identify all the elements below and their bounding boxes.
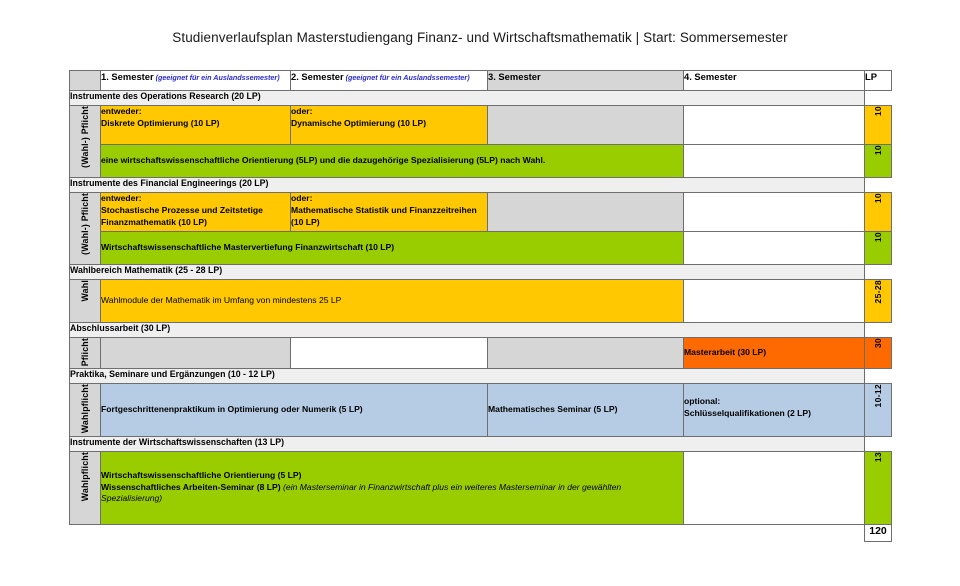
lp-badge <box>865 384 892 436</box>
page-title: Studienverlaufsplan Masterstudiengang Finanz- und Wirtschaftsmathematik | Start: Sommersemester <box>172 30 788 45</box>
module-row <box>70 338 892 369</box>
total-row <box>70 524 892 541</box>
lp-value: 10 <box>873 145 883 156</box>
module-cell-schluesselqualifikationen <box>684 384 865 436</box>
header-semester-2 <box>291 71 488 91</box>
total-spacer <box>488 524 684 541</box>
module-cell-empty-sem4 <box>684 232 865 265</box>
module-row <box>70 384 892 436</box>
section-band-spacer <box>865 178 892 193</box>
module-title: Schlüsselqualifikationen (2 LP) <box>684 408 812 419</box>
study-plan-table <box>69 70 891 542</box>
lp-badge <box>865 451 892 524</box>
total-spacer <box>101 524 291 541</box>
section-band-row <box>70 436 892 451</box>
module-cell-empty-sem2 <box>291 338 488 369</box>
side-label-praktika-seminare <box>70 384 101 436</box>
module-row <box>70 145 892 178</box>
side-label-text: Wahl <box>80 280 90 302</box>
header-semester-1 <box>101 71 291 91</box>
lp-value: 10 <box>873 232 883 243</box>
side-label-wirtschaftswissenschaften <box>70 451 101 524</box>
section-band-row <box>70 369 892 384</box>
header-semester-4 <box>684 71 865 91</box>
module-title: Mathematisches Seminar (5 LP) <box>488 403 618 414</box>
module-title: Stochastische Prozesse und Zeitstetige Finanzmathematik (10 LP) <box>101 204 263 227</box>
section-title-praktika-seminare: Praktika, Seminare und Ergänzungen (10 - 12 LP) <box>70 369 865 384</box>
module-cell-empty-sem1 <box>101 338 291 369</box>
section-band-spacer <box>865 265 892 280</box>
section-band-spacer <box>865 436 892 451</box>
module-row <box>70 280 892 323</box>
side-label-financial-engineering <box>70 193 101 265</box>
module-cell-empty-sem4 <box>684 451 865 524</box>
lp-value: 10 <box>873 193 883 204</box>
header-semester-3 <box>488 71 684 91</box>
header-semester-1-label: 1. Semester <box>101 71 154 82</box>
section-band-spacer <box>865 323 892 338</box>
side-label-abschlussarbeit <box>70 338 101 369</box>
module-cell-stochastische-prozesse <box>101 193 291 232</box>
module-cell-wirtschaftswissenschaftliche-orientierung-spezialisierung <box>101 145 684 178</box>
header-semester-2-note: (geeignet für ein Auslandssemester) <box>345 73 470 82</box>
section-title-wahlbereich-mathematik: Wahlbereich Mathematik (25 - 28 LP) <box>70 265 865 280</box>
lp-value: 30 <box>873 338 883 349</box>
module-row <box>70 451 892 524</box>
header-lp-column: LP <box>865 71 892 91</box>
module-title: Dynamische Optimierung (10 LP) <box>291 117 427 128</box>
module-cell-empty-sem4 <box>684 280 865 323</box>
module-title-line-2: Wissenschaftliches Arbeiten-Seminar (8 LP) <box>101 481 281 492</box>
side-label-text: Pflicht <box>80 338 90 367</box>
total-credits-value: 120 <box>865 524 892 541</box>
module-prefix: oder: <box>291 193 313 203</box>
module-cell-wiwi-orientierung-seminar <box>101 451 684 524</box>
section-title-abschlussarbeit: Abschlussarbeit (30 LP) <box>70 323 865 338</box>
side-label-text: (Wahl-) Pflicht <box>80 193 90 255</box>
module-title: Diskrete Optimierung (10 LP) <box>101 117 220 128</box>
section-band-spacer <box>865 91 892 106</box>
section-band-row <box>70 178 892 193</box>
module-title: Fortgeschrittenenpraktikum in Optimierung oder Numerik (5 LP) <box>101 403 363 414</box>
lp-badge <box>865 145 892 178</box>
module-title-line-1: Wirtschaftswissenschaftliche Orientierung (5 LP) <box>101 469 302 480</box>
module-cell-diskrete-optimierung <box>101 106 291 145</box>
lp-badge <box>865 232 892 265</box>
lp-badge <box>865 193 892 232</box>
header-semester-1-note: (geeignet für ein Auslandssemester) <box>155 73 280 82</box>
section-title-wirtschaftswissenschaften: Instrumente der Wirtschaftswissenschaften (13 LP) <box>70 436 865 451</box>
section-title-financial-engineering: Instrumente des Financial Engineerings (20 LP) <box>70 178 865 193</box>
module-title: Mathematische Statistik und Finanzzeitreihen (10 LP) <box>291 204 477 227</box>
module-prefix: entweder: <box>101 193 142 203</box>
section-title-operations-research: Instrumente des Operations Research (20 LP) <box>70 91 865 106</box>
header-semester-4-label: 4. Semester <box>684 71 737 82</box>
section-band-row <box>70 91 892 106</box>
header-corner-cell <box>70 71 101 91</box>
module-title: Wirtschaftswissenschaftliche Mastervertiefung Finanzwirtschaft (10 LP) <box>101 242 395 253</box>
module-cell-mastervertiefung-finanzwirtschaft <box>101 232 684 265</box>
module-cell-empty-sem4 <box>684 145 865 178</box>
module-cell-masterarbeit <box>684 338 865 369</box>
lp-value: 25-28 <box>873 280 883 304</box>
module-title: Wahlmodule der Mathematik im Umfang von mindestens 25 LP <box>101 295 342 306</box>
side-label-text: Wahlpflicht <box>80 384 90 434</box>
lp-badge <box>865 338 892 369</box>
module-cell-empty-sem4 <box>684 106 865 145</box>
section-band-row <box>70 323 892 338</box>
module-cell-empty-sem3 <box>488 193 684 232</box>
module-row <box>70 193 892 232</box>
header-semester-3-label: 3. Semester <box>488 71 541 82</box>
module-cell-empty-sem4 <box>684 193 865 232</box>
lp-value: 10 <box>873 106 883 117</box>
module-prefix: entweder: <box>101 106 142 116</box>
module-cell-mathematisches-seminar <box>488 384 684 436</box>
module-cell-empty-sem3 <box>488 106 684 145</box>
side-label-text: Wahlpflicht <box>80 451 90 501</box>
section-band-spacer <box>865 369 892 384</box>
lp-value: 10-12 <box>873 384 883 408</box>
header-semester-2-label: 2. Semester <box>291 71 344 82</box>
module-prefix: optional: <box>684 396 721 407</box>
lp-badge <box>865 280 892 323</box>
module-prefix: oder: <box>291 106 313 116</box>
side-label-wahlbereich-mathematik <box>70 280 101 323</box>
lp-badge <box>865 106 892 145</box>
side-label-operations-research <box>70 106 101 178</box>
module-cell-empty-sem3 <box>488 338 684 369</box>
total-spacer <box>70 524 101 541</box>
module-note: (ein Masterseminar in Finanzwirtschaft plus ein weiteres Masterseminar in der gewählten Spezialisierung) <box>101 481 622 504</box>
module-cell-fortgeschrittenenpraktikum <box>101 384 488 436</box>
table-header-row <box>70 71 892 91</box>
module-title: eine wirtschaftswissenschaftliche Orientierung (5LP) und die dazugehörige Spezialisierung (5LP) nach Wahl. <box>101 155 546 166</box>
module-title: Masterarbeit (30 LP) <box>684 347 767 358</box>
module-row <box>70 106 892 145</box>
module-cell-wahlmodule-mathematik <box>101 280 684 323</box>
total-spacer <box>684 524 865 541</box>
module-row <box>70 232 892 265</box>
module-cell-dynamische-optimierung <box>291 106 488 145</box>
section-band-row <box>70 265 892 280</box>
side-label-text: (Wahl-) Pflicht <box>80 106 90 168</box>
total-spacer <box>291 524 488 541</box>
module-cell-mathematische-statistik <box>291 193 488 232</box>
lp-value: 13 <box>873 451 883 462</box>
